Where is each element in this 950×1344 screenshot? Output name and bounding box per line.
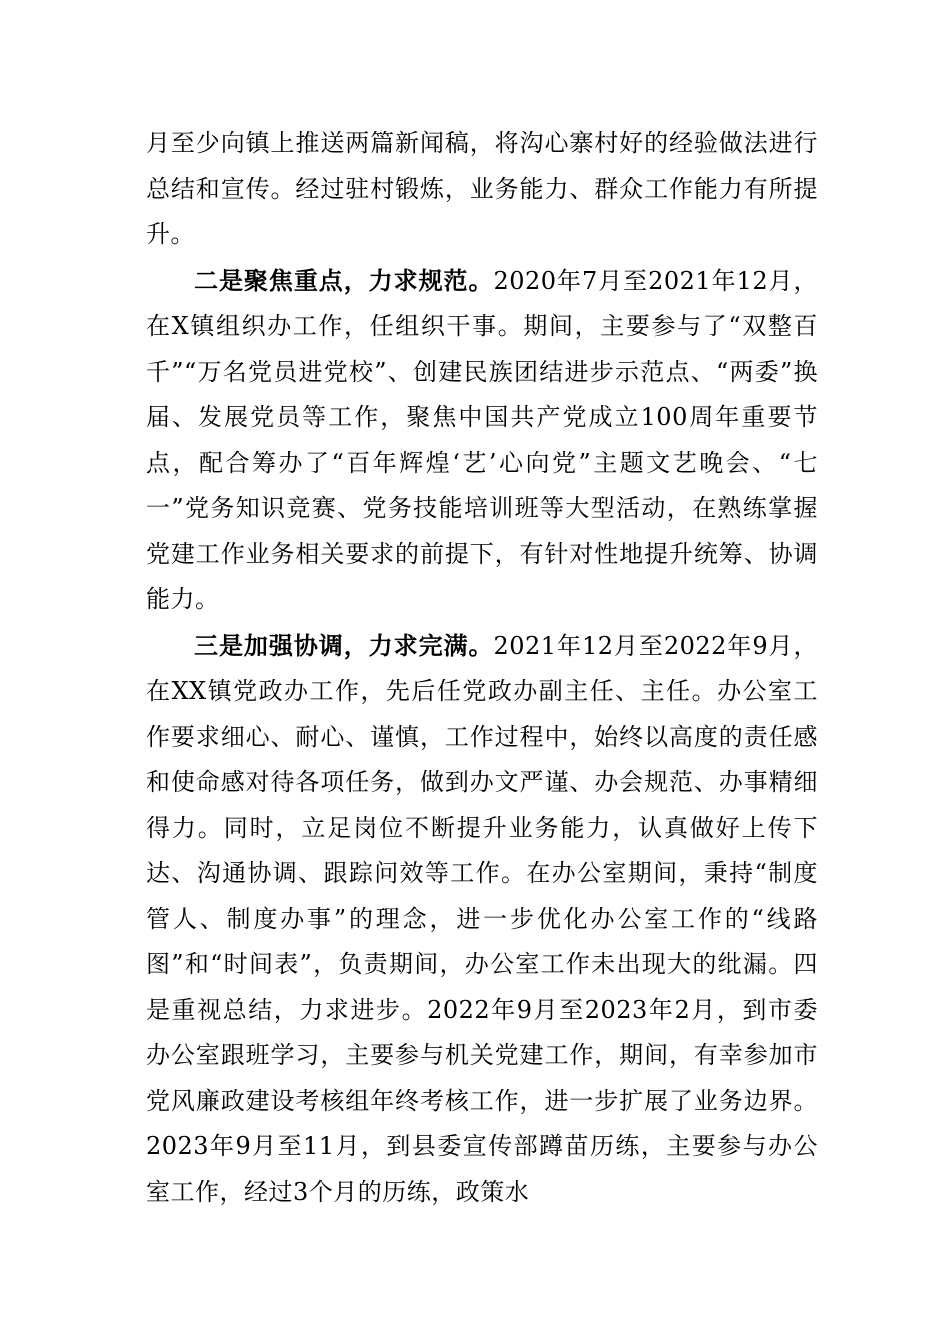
document-body xyxy=(146,120,818,1215)
paragraph-1 xyxy=(146,120,818,258)
paragraph-1-text: 月至少向镇上推送两篇新闻稿，将沟心寨村好的经验做法进行总结和宣传。经过驻村锻炼，业务能力、群众工作能力有所提升。 xyxy=(146,129,818,248)
paragraph-2 xyxy=(146,258,818,623)
paragraph-3-lead: 三是加强协调，力求完满。 xyxy=(194,630,494,660)
paragraph-3 xyxy=(146,623,818,1216)
paragraph-2-lead: 二是聚焦重点，力求规范。 xyxy=(194,265,494,295)
paragraph-3-text: 2021年12月至2022年9月，在XX镇党政办工作，先后任党政办副主任、主任。办公室工作要求细心、耐心、谨慎，工作过程中，始终以高度的责任感和使命感对待各项任务，做到办文严谨、办会规范、办事精细得力。同时，立足岗位不断提升业务能力，认真做好上传下达、沟通协调、跟踪问效等工作。在办公室期间，秉持“制度管人、制度办事”的理念，进一步优化办公室工作的“线路图”和“时间表”，负责期间，办公室工作未出现大的纰漏。四是重视总结，力求进步。2022年9月至2023年2月，到市委办公室跟班学习，主要参与机关党建工作，期间，有幸参加市党风廉政建设考核组年终考核工作，进一步扩展了业务边界。2023年9月至11月，到县委宣传部蹲苗历练，主要参与办公室工作，经过3个月的历练，政策水 xyxy=(146,631,819,1206)
paragraph-2-text: 2020年7月至2021年12月，在X镇组织办工作，任组织干事。期间，主要参与了“双整百千”“万名党员进党校”、创建民族团结进步示范点、“两委”换届、发展党员等工作，聚焦中国共产党成立100周年重要节点，配合筹办了“百年辉煌‘艺’心向党”主题文艺晚会、“七一”党务知识竞赛、党务技能培训班等大型活动，在熟练掌握党建工作业务相关要求的前提下，有针对性地提升统筹、协调能力。 xyxy=(146,266,819,613)
